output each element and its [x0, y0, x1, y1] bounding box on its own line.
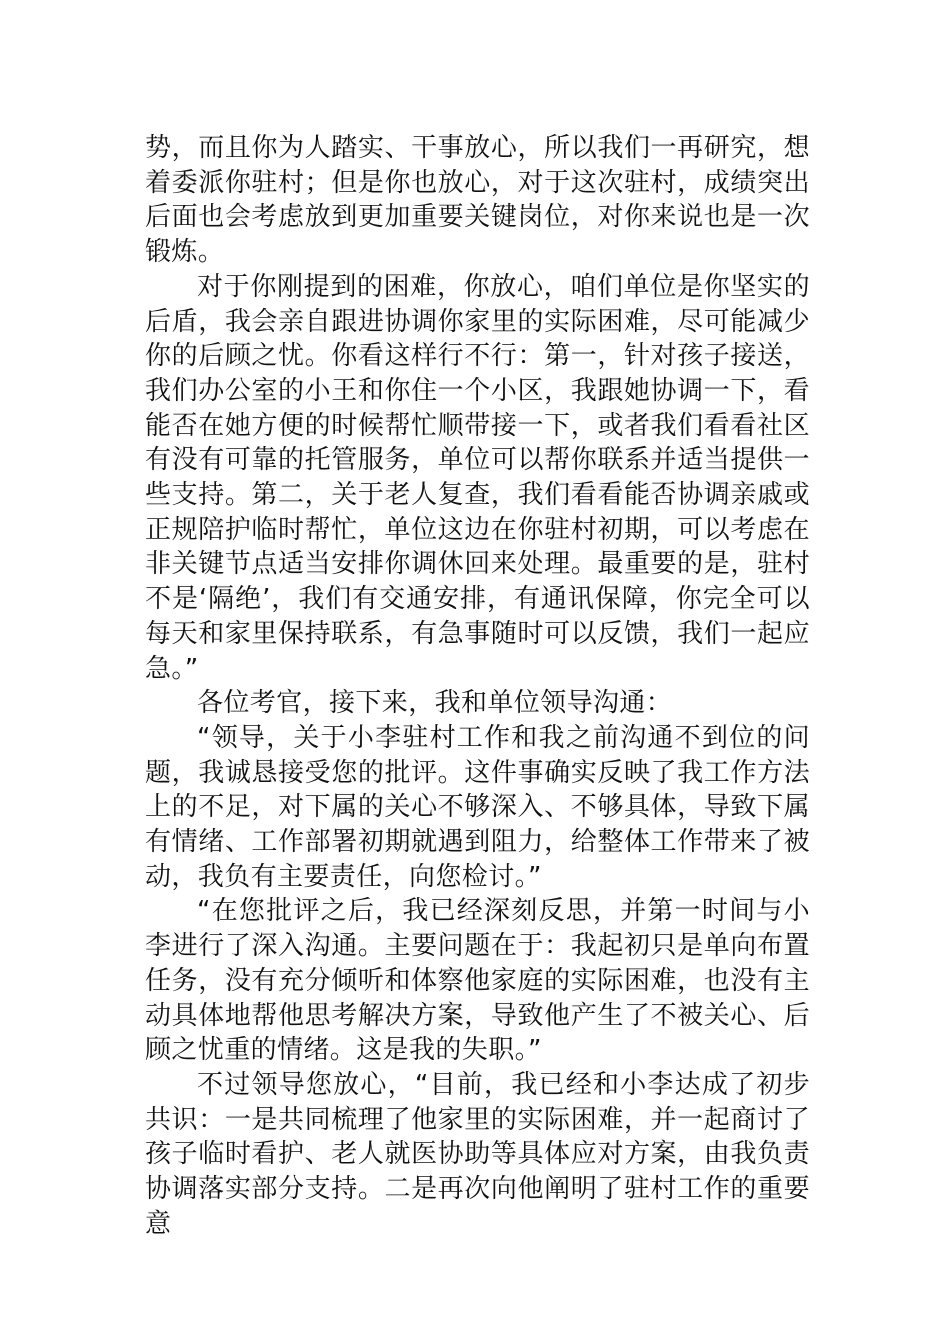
- paragraph-accept-criticism: “领导，关于小李驻村工作和我之前沟通不到位的问题，我诚恳接受您的批评。这件事确实反映了我工作方法上的不足，对下属的关心不够深入、不够具体，导致下属有情绪、工作部署初期就遇到阻力，给整体工作带来了被动，我负有主要责任，向您检讨。”: [145, 722, 810, 892]
- paragraph-reflection: “在您批评之后，我已经深刻反思，并第一时间与小李进行了深入沟通。主要问题在于：我起初只是单向布置任务，没有充分倾听和体察他家庭的实际困难，也没有主动具体地帮他思考解决方案，导致他产生了不被关心、后顾之忧重的情绪。这是我的失职。”: [145, 896, 810, 1066]
- document-body: [145, 131, 810, 1242]
- paragraph-continued: 势，而且你为人踏实、干事放心，所以我们一再研究，想着委派你驻村；但是你也放心，对于这次驻村，成绩突出后面也会考虑放到更加重要关键岗位，对你来说也是一次锻炼。: [145, 133, 810, 268]
- paragraph-transition: 各位考官，接下来，我和单位领导沟通：: [197, 688, 673, 719]
- paragraph-consensus: 不过领导您放心，“目前，我已经和小李达成了初步共识：一是共同梳理了他家里的实际困难，并一起商讨了孩子临时看护、老人就医协助等具体应对方案，由我负责协调落实部分支持。二是再次向他阐明了驻村工作的重要意: [145, 1069, 810, 1239]
- paragraph-support-plan: 对于你刚提到的困难，你放心，咱们单位是你坚实的后盾，我会亲自跟进协调你家里的实际困难，尽可能减少你的后顾之忧。你看这样行不行：第一，针对孩子接送，我们办公室的小王和你住一个小区，我跟她协调一下，看能否在她方便的时候帮忙顺带接一下，或者我们看看社区有没有可靠的托管服务，单位可以帮你联系并适当提供一些支持。第二，关于老人复查，我们看看能否协调亲戚或正规陪护临时帮忙，单位这边在你驻村初期，可以考虑在非关键节点适当安排你调休回来处理。最重要的是，驻村不是‘隔绝’，我们有交通安排，有通讯保障，你完全可以每天和家里保持联系，有急事随时可以反馈，我们一起应急。”: [145, 271, 810, 684]
